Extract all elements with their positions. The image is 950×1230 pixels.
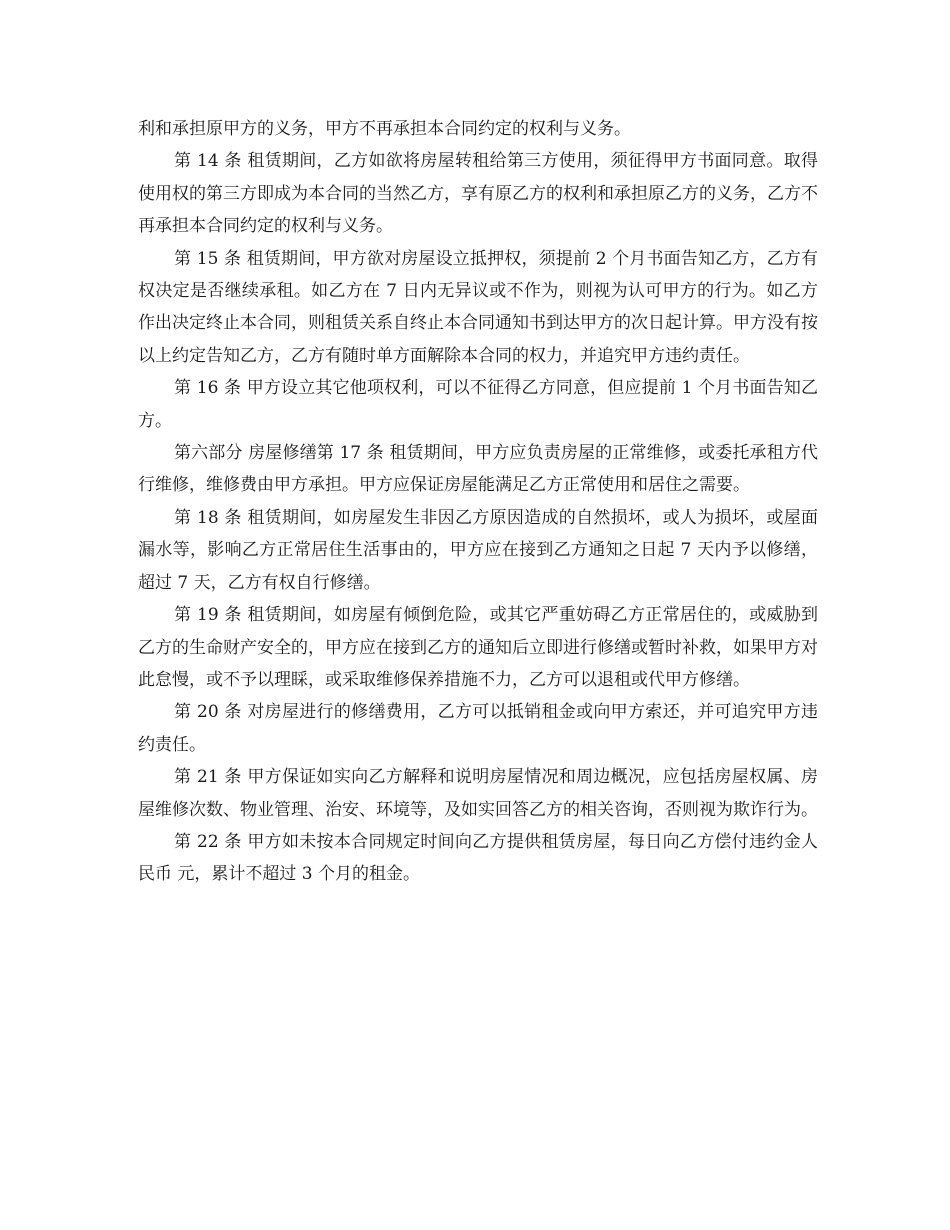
- document-body: [138, 113, 818, 891]
- paragraph-article-14: 第 14 条 租赁期间，乙方如欲将房屋转租给第三方使用，须征得甲方书面同意。取得使用权的第三方即成为本合同的当然乙方，享有原乙方的权利和承担原乙方的义务，乙方不再承担本合同约定的权利与义务。: [138, 151, 818, 237]
- paragraph-part-6-article-17: 第六部分 房屋修缮第 17 条 租赁期间，甲方应负责房屋的正常维修，或委托承租方代行维修，维修费由甲方承担。甲方应保证房屋能满足乙方正常使用和居住之需要。: [138, 443, 818, 496]
- paragraph-article-22: 第 22 条 甲方如未按本合同规定时间向乙方提供租赁房屋，每日向乙方偿付违约金人民币 元，累计不超过 3 个月的租金。: [138, 831, 818, 885]
- paragraph-article-18: 第 18 条 租赁期间，如房屋发生非因乙方原因造成的自然损坏，或人为损坏，或屋面漏水等，影响乙方正常居住生活事由的，甲方应在接到乙方通知之日起 7 天内予以修缮，超过 7 天，乙方有权自行修缮。: [138, 507, 818, 593]
- paragraph-article-19: 第 19 条 租赁期间，如房屋有倾倒危险，或其它严重妨碍乙方正常居住的，或威胁到乙方的生命财产安全的，甲方应在接到乙方的通知后立即进行修缮或暂时补救，如果甲方对此怠慢，或不予以理睬，或采取维修保养措施不力，乙方可以退租或代甲方修缮。: [138, 605, 818, 690]
- paragraph-article-21: 第 21 条 甲方保证如实向乙方解释和说明房屋情况和周边概况，应包括房屋权属、房屋维修次数、物业管理、治安、环境等，及如实回答乙方的相关咨询，否则视为欺诈行为。: [138, 767, 818, 820]
- paragraph-article-15: 第 15 条 租赁期间，甲方欲对房屋设立抵押权，须提前 2 个月书面告知乙方，乙方有权决定是否继续承租。如乙方在 7 日内无异议或不作为，则视为认可甲方的行为。如乙方作出决定终止本合同，则租赁关系自终止本合同通知书到达甲方的次日起计算。甲方没有按以上约定告知乙方，乙方有随时单方面解除本合同的权力，并追究甲方违约责任。: [138, 248, 818, 366]
- paragraph-article-20: 第 20 条 对房屋进行的修缮费用，乙方可以抵销租金或向甲方索还，并可追究甲方违约责任。: [138, 702, 818, 755]
- paragraph-continuation: 利和承担原甲方的义务，甲方不再承担本合同约定的权利与义务。: [138, 119, 631, 139]
- paragraph-article-16: 第 16 条 甲方设立其它他项权利，可以不征得乙方同意，但应提前 1 个月书面告知乙方。: [138, 378, 818, 431]
